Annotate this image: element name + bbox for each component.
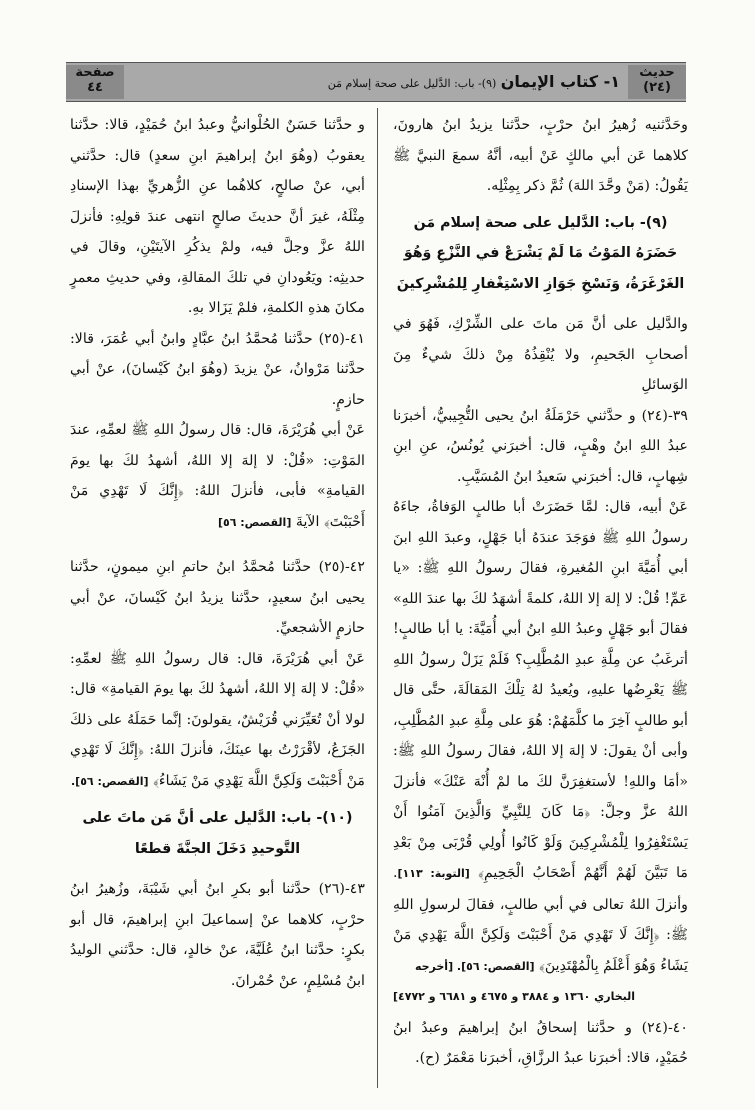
quran-reference: [التوبة: ١١٣]: [397, 867, 470, 880]
hadith-label: حديث: [639, 65, 675, 80]
right-column: [393, 110, 688, 1074]
left-column: [70, 110, 365, 996]
hadith-number: (٢٤): [643, 80, 671, 95]
hadith-body: عَنْ أبي هُرَيْرَةَ، قال: قال رسولُ اللهِ ﷺ لعمِّهِ، عندَ المَوْتِ: «قُلْ: لا إلهَ إلا اللهُ، أشهدُ لكَ بها يومَ القيامةِ» فأبى، فأنزلَ اللهُ: ﴿إِنَّكَ لَا تَهْدِي مَنْ أَحْبَبْتَ﴾ الآيةَ: [70, 422, 365, 530]
quran-reference: [القصص: ٥٦].: [70, 774, 149, 788]
page-number: ٤٤: [87, 80, 103, 95]
hadith-isnad: ٣٩-(٢٤) و حدَّثني حَرْمَلَةُ ابنُ يحيى التُّجِيبيُّ، أخبرَنا عبدُ اللهِ ابنُ وهْبٍ، قال: أخبرَني يُونُسُ، عنِ ابنِ شِهابٍ، قال: أخبرَني سَعيدُ ابنُ المُسَيَّبِ.: [393, 407, 688, 485]
takhrij-note: البخاري ١٣٦٠ و ٣٨٨٤ و ٤٦٧٥ و ٦٦٨١ و ٤٧٧٢]: [393, 990, 636, 1003]
paragraph: و حدَّثنا حَسَنٌ الحُلْوانيُّ وعبدُ ابنُ حُمَيْدٍ، قالا: حدَّثنا يعقوبُ (وهُوَ ابنُ إبراهيمَ ابنِ سعدٍ) قال: حدَّثني أبي، عنْ صالحٍ، كلاهُما عنِ الزُّهريِّ بهذا الإسنادِ مِثْلَهُ، غيرَ أنَّ حديثَ صالحٍ انتهى عندَ قولِهِ: فأنزلَ اللهُ عزَّ وجلَّ فيه، ولمْ يذكُرِ الآيتَيْنِ، وقالَ في حديثِه: ويَعُودانِ في تلكَ المقالةِ، وفي حديثِ معمرٍ مكانَ هذهِ الكلمةِ، فلمْ يَزَالا بهِ.: [70, 117, 365, 316]
quran-reference: [القصص: ٥٦]: [217, 515, 292, 529]
column-divider: [377, 108, 378, 1088]
page-header: [66, 62, 686, 102]
spacer: [70, 538, 365, 552]
hadith-text: [70, 415, 365, 538]
hadith-body: عَنْ أبيه، قال: لمَّا حَضَرَتْ أبا طالبٍ الوَفاةُ، جاءَهُ رسولُ اللهِ ﷺ فوَجَدَ عندَهُ أبا جَهْلٍ، وعبدَ اللهِ ابنَ أبي أُمَيَّةَ ابنِ المُغيرةِ، فقالَ رسولُ اللهِ ﷺ: «يا عَمِّ! قُلْ: لا إلهَ إلا اللهُ، كلمةً أشهَدُ لكَ بها عندَ اللهِ» فقالَ أبو جَهْلٍ وعبدُ اللهِ ابنُ أبي أُمَيَّةَ: يا أبا طالبٍ! أترغَبُ عن مِلَّةِ عبدِ المُطَّلِبِ؟ فَلَمْ يَزَلْ رسولُ اللهِ ﷺ يَعْرِضُها عليهِ، ويُعيدُ لهُ تِلْكَ المَقالَةَ، حتَّى قال أبو طالبٍ آخِرَ ما كلَّمَهُمْ: هُوَ على مِلَّةِ عبدِ المُطَّلِبِ، وأبى أنْ يقولَ: لا إلهَ إلا اللهُ، فقالَ رسولُ اللهِ ﷺ: «أمَا واللهِ! لأستغفِرَنَّ لكَ ما لمْ أُنْهَ عَنْكَ» فأنزلَ اللهُ عزَّ وجلَّ: ﴿مَا كَانَ لِلنَّبِيِّ وَالَّذِينَ آمَنُوا أَنْ يَسْتَغْفِرُوا لِلْمُشْرِكِينَ وَلَوْ كَانُوا أُولِي قُرْبَى مِنْ بَعْدِ مَا تَبَيَّنَ لَهُمْ أَنَّهُمْ أَصْحَابُ الْجَحِيمِ﴾: [393, 499, 688, 881]
page-number-box: [66, 65, 124, 99]
hadith-isnad: ٤١-(٢٥) حدَّثنا مُحمَّدُ ابنُ عبَّادٍ وابنُ أبي عُمَرَ، قالا: حدَّثنا مَرْوانُ، عنْ يزيدَ (وهُوَ ابنُ كَيْسانَ)، عنْ أبي حازمٍ.: [70, 330, 365, 408]
page-label: صفحة: [75, 65, 115, 80]
chapter-title: (٩)- باب: الدَّليل على صحة إسلام مَن: [327, 77, 497, 90]
hadith-text: [70, 644, 365, 798]
hadith-body: عَنْ أبي هُرَيْرَةَ، قال: قال رسولُ اللهِ ﷺ لعمِّهِ: «قُلْ: لا إلهَ إلا اللهُ، أشهدُ لكَ بها يومَ القيامةِ» قال: لولا أنْ تُعَيِّرَني قُرَيْشٌ، يقولونَ: إنَّما حَمَلَهُ على ذلكَ الجَزَعُ، لأقْرَرْتُ بها عينَكَ، فأنزلَ اللهُ: ﴿إِنَّكَ لَا تَهْدِي مَنْ أَحْبَبْتَ وَلَكِنَّ اللَّهَ يَهْدِي مَنْ يَشَاءُ﴾: [70, 650, 365, 789]
hadith-isnad: ٤٠-(٢٤) و حدَّثنا إسحاقُ ابنُ إبراهيمَ وعبدُ ابنُ حُمَيْدٍ، قالا: أخبرَنا عبدُ الرزَّاقِ، أخبرَنا مَعْمَرٌ (ح).: [393, 1019, 688, 1066]
hadith-continuation: . وأنزلَ اللهُ تعالى في أبي طالبٍ، فقالَ لرسولِ اللهِ ﷺ: ﴿إِنَّكَ لَا تَهْدِي مَنْ أَحْبَبْتَ وَلَكِنَّ اللَّهَ يَهْدِي مَنْ يَشَاءُ وَهُوَ أَعْلَمُ بِالْمُهْتَدِينَ﴾: [393, 865, 688, 974]
paragraph: وحَدَّثنيه زُهيرُ ابنُ حرْبٍ، حدَّثنا يزيدُ ابنُ هارونَ، كلاهما عَن أبي مالكٍ عَنْ أبيه، أنَّهُ سمعَ النبيَّ ﷺ يَقُولُ: (مَنْ وحَّدَ اللهَ) ثُمَّ ذكر بِمِثْلِه.: [393, 117, 688, 194]
quran-reference: [القصص: ٥٦]. [أخرجه: [414, 959, 535, 973]
running-title: [328, 63, 620, 101]
hadith-isnad: ٤٣-(٢٦) حدَّثنا أبو بكرِ ابنُ أبي شَيْبَةَ، وزُهيرُ ابنُ حرْبٍ، كلاهما عنْ إسماعيلَ ابنِ إبراهيمَ، قال أبو بكرٍ: حدَّثنا ابنُ عُلَيَّةَ، عنْ خالدٍ، قال: حدَّثني الوليدُ ابنُ مُسْلِمٍ، عنْ حُمْرانَ.: [70, 881, 365, 989]
chapter-heading: (٩)- باب: الدَّليل على صحة إسلام مَن حَضَرَهُ المَوْتُ مَا لَمْ يَشْرَعْ في النَّزْعِ وَهُوَ الغَرْغَرَةُ، وَنَسْخِ جَوَازِ الاسْتِغْفارِ لِلمُشْرِكينَ: [396, 214, 685, 292]
book-title: ١- كتاب الإيمان: [500, 72, 620, 91]
hadith-text: [393, 492, 688, 982]
chapter-heading: (١٠)- باب: الدَّليل على أنَّ مَن ماتَ على التَّوحيدِ دَخَلَ الجنَّةَ قطعًا: [82, 810, 353, 857]
hadith-isnad: ٤٢-(٢٥) حدَّثنا مُحمَّدُ ابنُ حاتمِ ابنِ ميمونٍ، حدَّثنا يحيى ابنُ سعيدٍ، حدَّثنا يزيدُ ابنُ كَيْسانَ، عنْ أبي حازمٍ الأشجعيِّ.: [70, 559, 365, 636]
hadith-number-box: [628, 65, 686, 99]
paragraph: والدَّليل على أنَّ مَن ماتَ على الشِّرْكِ، فَهُوَ في أصحابِ الجَحيمِ، ولا يُنْقِذُهُ مِنْ ذلكَ شيءٌ مِنَ الوَسائلِ: [393, 316, 688, 393]
